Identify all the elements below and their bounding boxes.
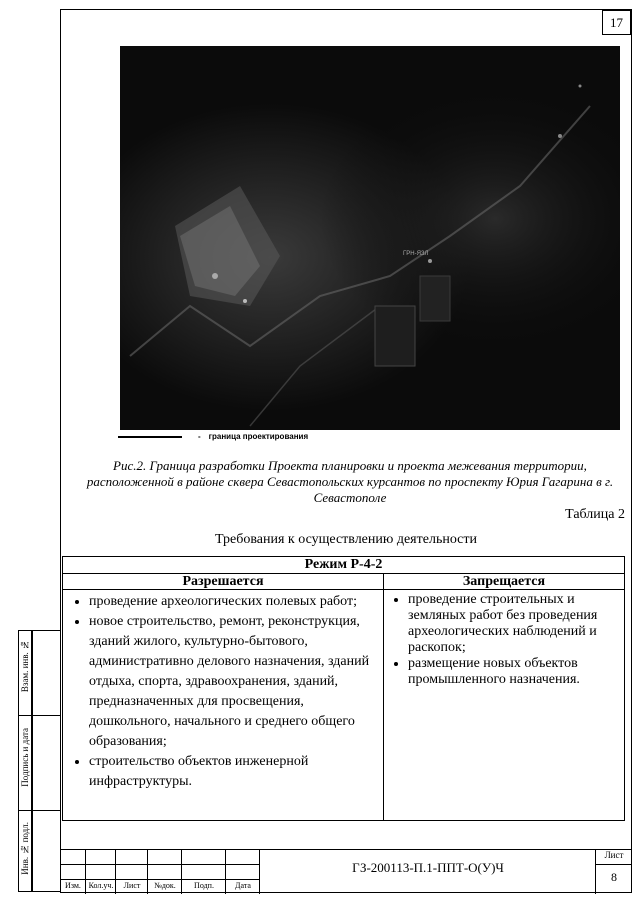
sheet-label: Лист	[604, 850, 624, 860]
stamp-label-data: Дата	[235, 881, 251, 890]
list-item: • строительство объектов инженерной инфраструктуры.	[89, 752, 383, 792]
allowed-cell	[63, 590, 384, 821]
forbidden-list	[384, 592, 624, 688]
allowed-list	[63, 592, 383, 792]
stamp-label-ndok: №док.	[154, 881, 176, 890]
table-number: Таблица 2	[565, 507, 625, 522]
requirements-table	[62, 556, 625, 821]
side-divider	[18, 715, 61, 716]
forbidden-header: Запрещается	[384, 574, 625, 590]
list-item: • новое строительство, ремонт, реконструкция, зданий жилого, культурно-бытового, административно делового назначения, зданий отдыха, спорта, здравоохранения, зданий, предназначенных для просвещения, дошкольного, начального и среднего общего образования;	[89, 612, 383, 752]
figure-caption: Рис.2. Граница разработки Проекта планировки и проекта межевания территории, расположенной в районе сквера Севастопольских курсантов по проспекту Юрия Гагарина в г. Севастополе	[86, 458, 614, 505]
document-code: ГЗ-200113-П.1-ППТ-О(У)Ч	[352, 860, 504, 875]
stamp-line	[596, 864, 632, 865]
aerial-photo	[120, 46, 620, 430]
list-item: • размещение новых объектов промышленного назначения.	[408, 656, 624, 688]
side-blank-column	[32, 630, 61, 892]
allowed-header: Разрешается	[63, 574, 384, 590]
side-label-inv-vzam: Взам. инв. №	[20, 640, 30, 693]
table-title: Требования к осуществлению деятельности	[215, 532, 477, 547]
stamp-label-izm: Изм.	[65, 881, 81, 890]
stamp-label-podp: Подп.	[194, 881, 214, 890]
aerial-photo-texture	[120, 46, 620, 430]
regime-header: Режим Р-4-2	[63, 557, 625, 574]
forbidden-cell	[384, 590, 625, 821]
sheet-number: 8	[611, 870, 617, 884]
side-label-sign-date: Подпись и дата	[20, 728, 30, 787]
corner-page-number: 17	[602, 10, 631, 35]
side-stamp	[18, 630, 61, 892]
stamp-label-koluch: Кол.уч.	[88, 881, 114, 890]
map-legend	[118, 432, 308, 441]
legend-line-swatch	[118, 436, 182, 438]
side-label-inv-podl: Инв. № подл.	[20, 822, 30, 875]
legend-text: граница проектирования	[208, 432, 309, 441]
stamp-label-list: Лист	[123, 881, 141, 890]
legend-dash: -	[198, 432, 201, 441]
map-label: ГРН-ЯЗЛ	[403, 251, 429, 257]
title-block	[60, 849, 632, 894]
list-item: • проведение строительных и земляных работ без проведения археологических наблюдений и раскопок;	[408, 592, 624, 656]
side-divider	[18, 810, 61, 811]
list-item: • проведение археологических полевых работ;	[89, 592, 383, 612]
